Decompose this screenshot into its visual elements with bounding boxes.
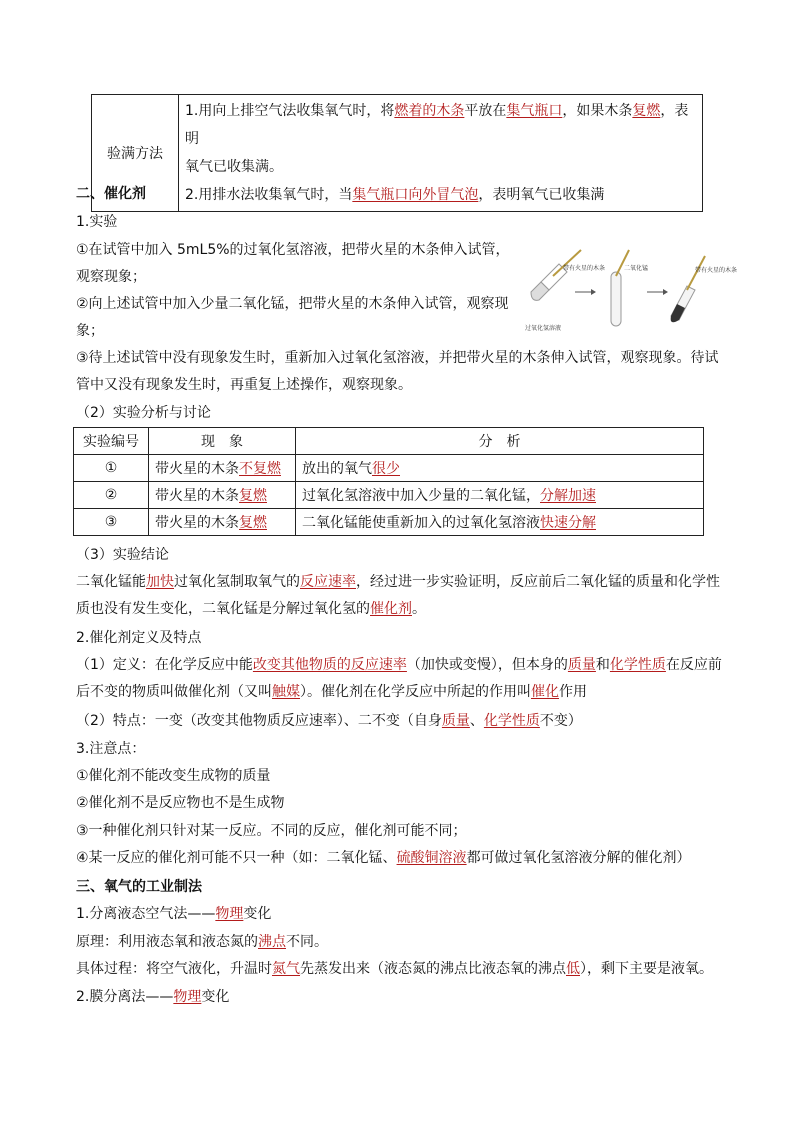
text: 具体过程：将空气液化，升温时 — [76, 961, 272, 977]
text: ）。催化剂在化学反应中所起的作用叫 — [300, 684, 531, 700]
answer-blank: 集气瓶口 — [506, 103, 563, 119]
test-tube-1 — [531, 264, 567, 300]
analysis-table — [73, 427, 704, 536]
text: 过氧化氢制取氧气的 — [174, 574, 300, 590]
analysis-heading: （2）实验分析与讨论 — [76, 405, 211, 421]
mno2-label: 二氧化锰 — [624, 265, 649, 272]
text: 、 — [469, 713, 484, 729]
text: 变化 — [201, 989, 230, 1005]
conclusion-heading: （3）实验结论 — [76, 547, 169, 563]
answer-blank: 加快 — [146, 574, 174, 590]
verify-method-content — [179, 95, 703, 212]
answer-blank: 快速分解 — [540, 515, 596, 531]
conclusion-paragraph — [76, 569, 722, 623]
answer-blank: 硫酸铜溶液 — [396, 850, 467, 866]
text: 二氧化锰能 — [76, 574, 146, 590]
text: ），剩下主要是液氧。 — [580, 961, 713, 977]
wood-splint-2 — [616, 250, 629, 276]
text: 。 — [412, 601, 426, 617]
text: 在反应前后不变的物质叫做催化剂（又叫 — [76, 657, 722, 700]
text: （2）特点：一变（改变其他物质反应速率）、二不变（自身 — [76, 713, 442, 729]
row-number: ② — [74, 482, 149, 509]
stick2-label: 带有火星的木条 — [695, 267, 738, 274]
answer-blank: 沸点 — [258, 934, 286, 950]
answer-blank: 复燃 — [239, 515, 267, 531]
principle-line — [76, 932, 328, 952]
definition-paragraph — [76, 652, 722, 706]
answer-blank: 分解加速 — [540, 488, 596, 504]
row-number: ① — [74, 455, 149, 482]
verify-method-1 — [185, 97, 696, 181]
phenomenon-cell — [149, 455, 296, 482]
section-heading-industrial: 三、氧气的工业制法 — [76, 879, 202, 895]
experiment-step-3: ③待上述试管中没有现象发生时，重新加入过氧化氢溶液，并把带火星的木条伸入试管，观察现象。待试管中又没有现象发生时，再重复上述操作，观察现象。 — [76, 350, 719, 393]
text: 2.用排水法收集氧气时，当 — [185, 187, 353, 203]
answer-blank: 燃着的木条 — [394, 103, 465, 119]
text: 带火星的木条 — [155, 461, 239, 477]
verify-method-label: 验满方法 — [92, 95, 179, 212]
table-row — [74, 482, 704, 509]
text: 带火星的木条 — [155, 488, 239, 504]
answer-blank: 反应速率 — [300, 574, 356, 590]
answer-blank: 质量 — [567, 657, 596, 673]
experiment-heading: 1.实验 — [76, 214, 118, 230]
experiment-step-1: ①在试管中加入 5mL5%的过氧化氢溶液，把带火星的木条伸入试管，观察现象； — [76, 242, 510, 285]
features-line — [76, 711, 582, 731]
answer-blank: 集气瓶口向外冒气泡 — [352, 187, 479, 203]
column-header: 分 析 — [296, 428, 704, 455]
text: 二氧化锰能使重新加入的过氧化氢溶液 — [302, 515, 540, 531]
text: 不同。 — [286, 934, 328, 950]
answer-blank: 低 — [566, 961, 580, 977]
arrow-2-head — [663, 289, 668, 295]
text: 2.膜分离法—— — [76, 989, 174, 1005]
column-header: 现 象 — [149, 428, 296, 455]
notes-heading: 3.注意点： — [76, 741, 146, 757]
note-2: ②催化剂不是反应物也不是生成物 — [76, 795, 285, 811]
method-2-line — [76, 987, 229, 1007]
answer-blank: 催化 — [531, 684, 559, 700]
answer-blank: 复燃 — [239, 488, 267, 504]
answer-blank: 物理 — [215, 906, 244, 922]
answer-blank: 物理 — [173, 989, 202, 1005]
answer-blank: 不复燃 — [239, 461, 281, 477]
answer-blank: 很少 — [372, 461, 400, 477]
answer-blank: 复燃 — [632, 103, 661, 119]
table-row — [74, 509, 704, 536]
text: 平放在 — [464, 103, 507, 119]
text: 1.用向上排空气法收集氧气时，将 — [185, 103, 395, 119]
text: ，如果木条 — [562, 103, 633, 119]
text: 带火星的木条 — [155, 515, 239, 531]
text: （加快或变慢），但本身的 — [406, 657, 568, 673]
analysis-cell — [296, 509, 704, 536]
text: 氧气已收集满。 — [185, 159, 283, 175]
answer-blank: 催化剂 — [370, 601, 412, 617]
definition-heading: 2.催化剂定义及特点 — [76, 630, 202, 646]
analysis-cell — [296, 455, 704, 482]
text: （1）定义：在化学反应中能 — [76, 657, 253, 673]
answer-blank: 改变其他物质的反应速率 — [252, 657, 407, 673]
test-tube-3 — [671, 286, 695, 322]
phenomenon-cell — [149, 482, 296, 509]
test-tube-2 — [611, 272, 621, 326]
note-1: ①催化剂不能改变生成物的质量 — [76, 768, 271, 784]
verify-method-2 — [185, 181, 696, 209]
text: ，表明 — [185, 103, 689, 147]
section-heading-catalyst: 二、催化剂 — [76, 186, 146, 202]
answer-blank: 质量 — [441, 713, 470, 729]
text: 不变） — [539, 713, 582, 729]
answer-blank: 触媒 — [272, 684, 300, 700]
text: 过氧化氢溶液中加入少量的二氧化锰， — [302, 488, 540, 504]
stick1-label: 带有火星的木条 — [563, 265, 606, 272]
experiment-step-2: ②向上述试管中加入少量二氧化锰，把带火星的木条伸入试管，观察现象； — [76, 296, 509, 339]
text: 放出的氧气 — [302, 461, 372, 477]
analysis-cell — [296, 482, 704, 509]
table-row — [74, 455, 704, 482]
text: 先蒸发出来（液态氮的沸点比液态氧的沸点 — [300, 961, 566, 977]
process-line — [76, 959, 713, 979]
text: 原理：利用液态氧和液态氮的 — [76, 934, 258, 950]
text: 1.分离液态空气法—— — [76, 906, 216, 922]
arrow-1-head — [591, 289, 596, 295]
note-3: ③一种催化剂只针对某一反应。不同的反应，催化剂可能不同； — [76, 823, 467, 839]
phenomenon-cell — [149, 509, 296, 536]
method-1-line — [76, 904, 271, 924]
answer-blank: 化学性质 — [609, 657, 666, 673]
answer-blank: 氮气 — [272, 961, 300, 977]
answer-blank: 化学性质 — [483, 713, 540, 729]
column-header: 实验编号 — [74, 428, 149, 455]
text: ，表明氧气已收集满 — [478, 187, 605, 203]
text: 都可做过氧化氢溶液分解的催化剂） — [466, 850, 691, 866]
text: ，经过进一步实验证明，反应前后二氧化锰的质量和化学性质也没有发生变化，二氧化锰是分解过氧化氢的 — [76, 574, 720, 617]
verify-method-table — [91, 94, 703, 212]
row-number: ③ — [74, 509, 149, 536]
note-4 — [76, 848, 691, 868]
text: 作用 — [559, 684, 587, 700]
text: 和 — [595, 657, 610, 673]
table-header-row — [74, 428, 704, 455]
tube1-label: 过氧化氢溶液 — [525, 325, 562, 332]
text: ④某一反应的催化剂可能不只一种（如：二氧化锰、 — [76, 850, 397, 866]
text: 变化 — [243, 906, 272, 922]
experiment-figure — [523, 246, 738, 340]
